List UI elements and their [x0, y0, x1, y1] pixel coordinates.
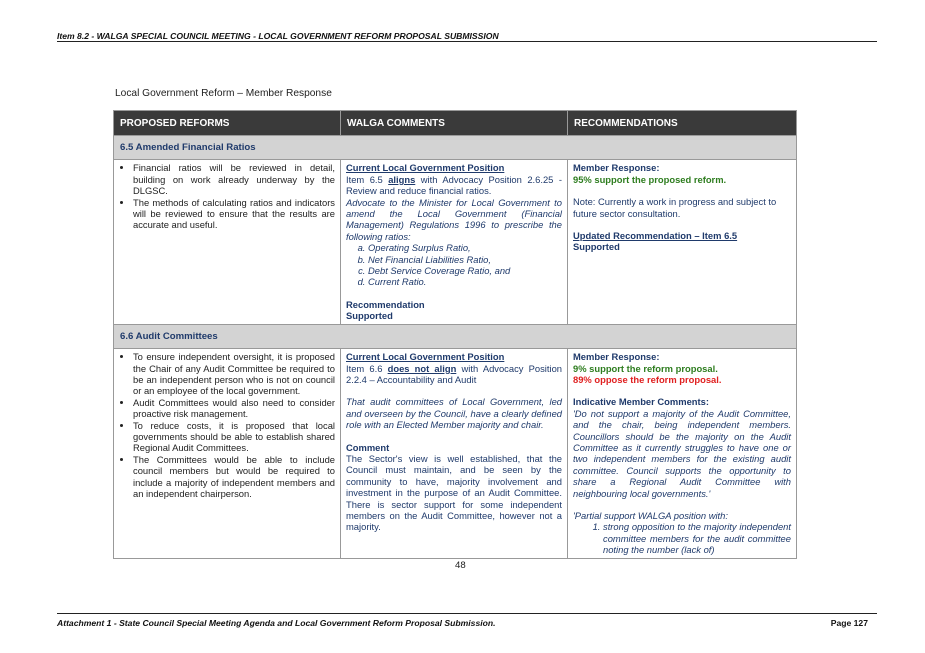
list-item: • To ensure independent oversight, it is proposed the Chair of any Audit Committee be required to be an independent person who is not on council or an employee of the local government. — [133, 351, 335, 397]
member-response-heading: Member Response: — [573, 351, 660, 363]
note-text: Note: Currently a work in progress and subject to future sector consultation. — [573, 196, 777, 219]
comments-cell — [341, 349, 568, 559]
page-header: Item 8.2 - WALGA SPECIAL COUNCIL MEETING - LOCAL GOVERNMENT REFORM PROPOSAL SUBMISSION — [57, 31, 499, 41]
section-row-6-6 — [114, 324, 797, 348]
table-row — [114, 349, 797, 559]
document-subtitle: Local Government Reform – Member Response — [115, 88, 332, 99]
indicative-comments-heading: Indicative Member Comments: — [573, 396, 709, 408]
reforms-cell — [114, 349, 341, 559]
list-item: • Financial ratios will be reviewed in detail, building on work already underway by the DLGSC. — [133, 162, 335, 196]
support-percentage: 9% support the reform proposal. — [573, 362, 718, 374]
table-header-row — [114, 111, 797, 136]
updated-recommendation-heading: Updated Recommendation – Item 6.5 — [573, 230, 738, 242]
list-item: c. Debt Service Coverage Ratio, and — [368, 265, 562, 276]
alignment-status: does not align — [387, 362, 457, 374]
page-footer: Attachment 1 - State Council Special Meeting Agenda and Local Government Reform Proposal Submission. — [57, 618, 496, 628]
list-item: 1. strong opposition to the majority independent committee members for the audit committee noting the number (lack of) — [603, 521, 791, 555]
member-response-heading: Member Response: — [573, 162, 660, 174]
list-item: b. Net Financial Liabilities Ratio, — [368, 254, 562, 265]
column-header-recommendations: RECOMMENDATIONS — [568, 111, 797, 136]
section-row-6-5 — [114, 136, 797, 160]
comments-cell — [341, 160, 568, 324]
list-item: • Audit Committees would also need to consider proactive risk management. — [133, 397, 335, 420]
list-item: d. Current Ratio. — [368, 276, 562, 287]
position-heading: Current Local Government Position — [346, 351, 505, 363]
position-heading: Current Local Government Position — [346, 162, 505, 174]
advocacy-text: Advocate to the Minister for Local Government to amend the Local Government (Financial Management) Regulations 1996 to prescribe the following ratios: — [346, 196, 562, 242]
list-item: • The methods of calculating ratios and indicators will be reviewed to ensure that the results are accurate and useful. — [133, 197, 335, 231]
comment-text: The Sector's view is well established, that the Council must maintain, and be seen by the community to have, majority involvement and investment in the purpose of an Audit Committee. There is sector support for some independent members on the Audit Committee, however not a majority. — [346, 452, 562, 533]
advocacy-text: That audit committees of Local Government, led and overseen by the Council, have a clearly defined role with an Elected Member majority and chair. — [346, 396, 562, 431]
member-quote: 'Do not support a majority of the Audit Committee, and the chair, being independent members. Councillors should be the majority on the Audit Committee as it currently struggles to have one or two independent members for the existing audit committee. Council supports the opportunity to share a Regional Audit Committee with neighbouring local governments.' — [573, 407, 791, 499]
list-item: • The Committees would be able to include council members but would be required to include a majority of independent members and an independent chairperson. — [133, 454, 335, 500]
column-header-proposed-reforms: PROPOSED REFORMS — [114, 111, 341, 136]
recommendation-heading: Recommendation — [346, 298, 425, 310]
reform-table — [113, 110, 797, 559]
list-item: • To reduce costs, it is proposed that local governments should be able to establish shared Regional Audit Committees. — [133, 420, 335, 454]
partial-support-text: 'Partial support WALGA position with: — [573, 509, 728, 521]
alignment-status: aligns — [388, 173, 416, 185]
section-title: 6.6 Audit Committees — [114, 324, 797, 348]
ratios-list — [346, 242, 562, 288]
reforms-cell — [114, 160, 341, 324]
table-row — [114, 160, 797, 324]
footer-divider — [57, 613, 877, 614]
position-text: Item 6.5 aligns with Advocacy Position 2.6.25 - Review and reduce financial ratios. — [346, 173, 562, 197]
position-text: Item 6.6 does not align with Advocacy Position 2.2.4 – Accountability and Audit — [346, 362, 562, 385]
recommendation-status: Supported — [573, 241, 620, 253]
comment-heading: Comment — [346, 441, 390, 453]
recommendation-value: Supported — [346, 310, 393, 322]
header-divider — [57, 41, 877, 42]
page-number: 48 — [455, 560, 466, 571]
support-percentage: 95% support the proposed reform. — [573, 173, 727, 185]
footer-page-number: Page 127 — [830, 618, 868, 628]
section-title: 6.5 Amended Financial Ratios — [114, 136, 797, 160]
recommendations-cell — [568, 349, 797, 559]
column-header-walga-comments: WALGA COMMENTS — [341, 111, 568, 136]
list-item: a. Operating Surplus Ratio, — [368, 242, 562, 253]
partial-support-list — [573, 521, 791, 555]
oppose-percentage: 89% oppose the reform proposal. — [573, 373, 722, 385]
recommendations-cell — [568, 160, 797, 324]
